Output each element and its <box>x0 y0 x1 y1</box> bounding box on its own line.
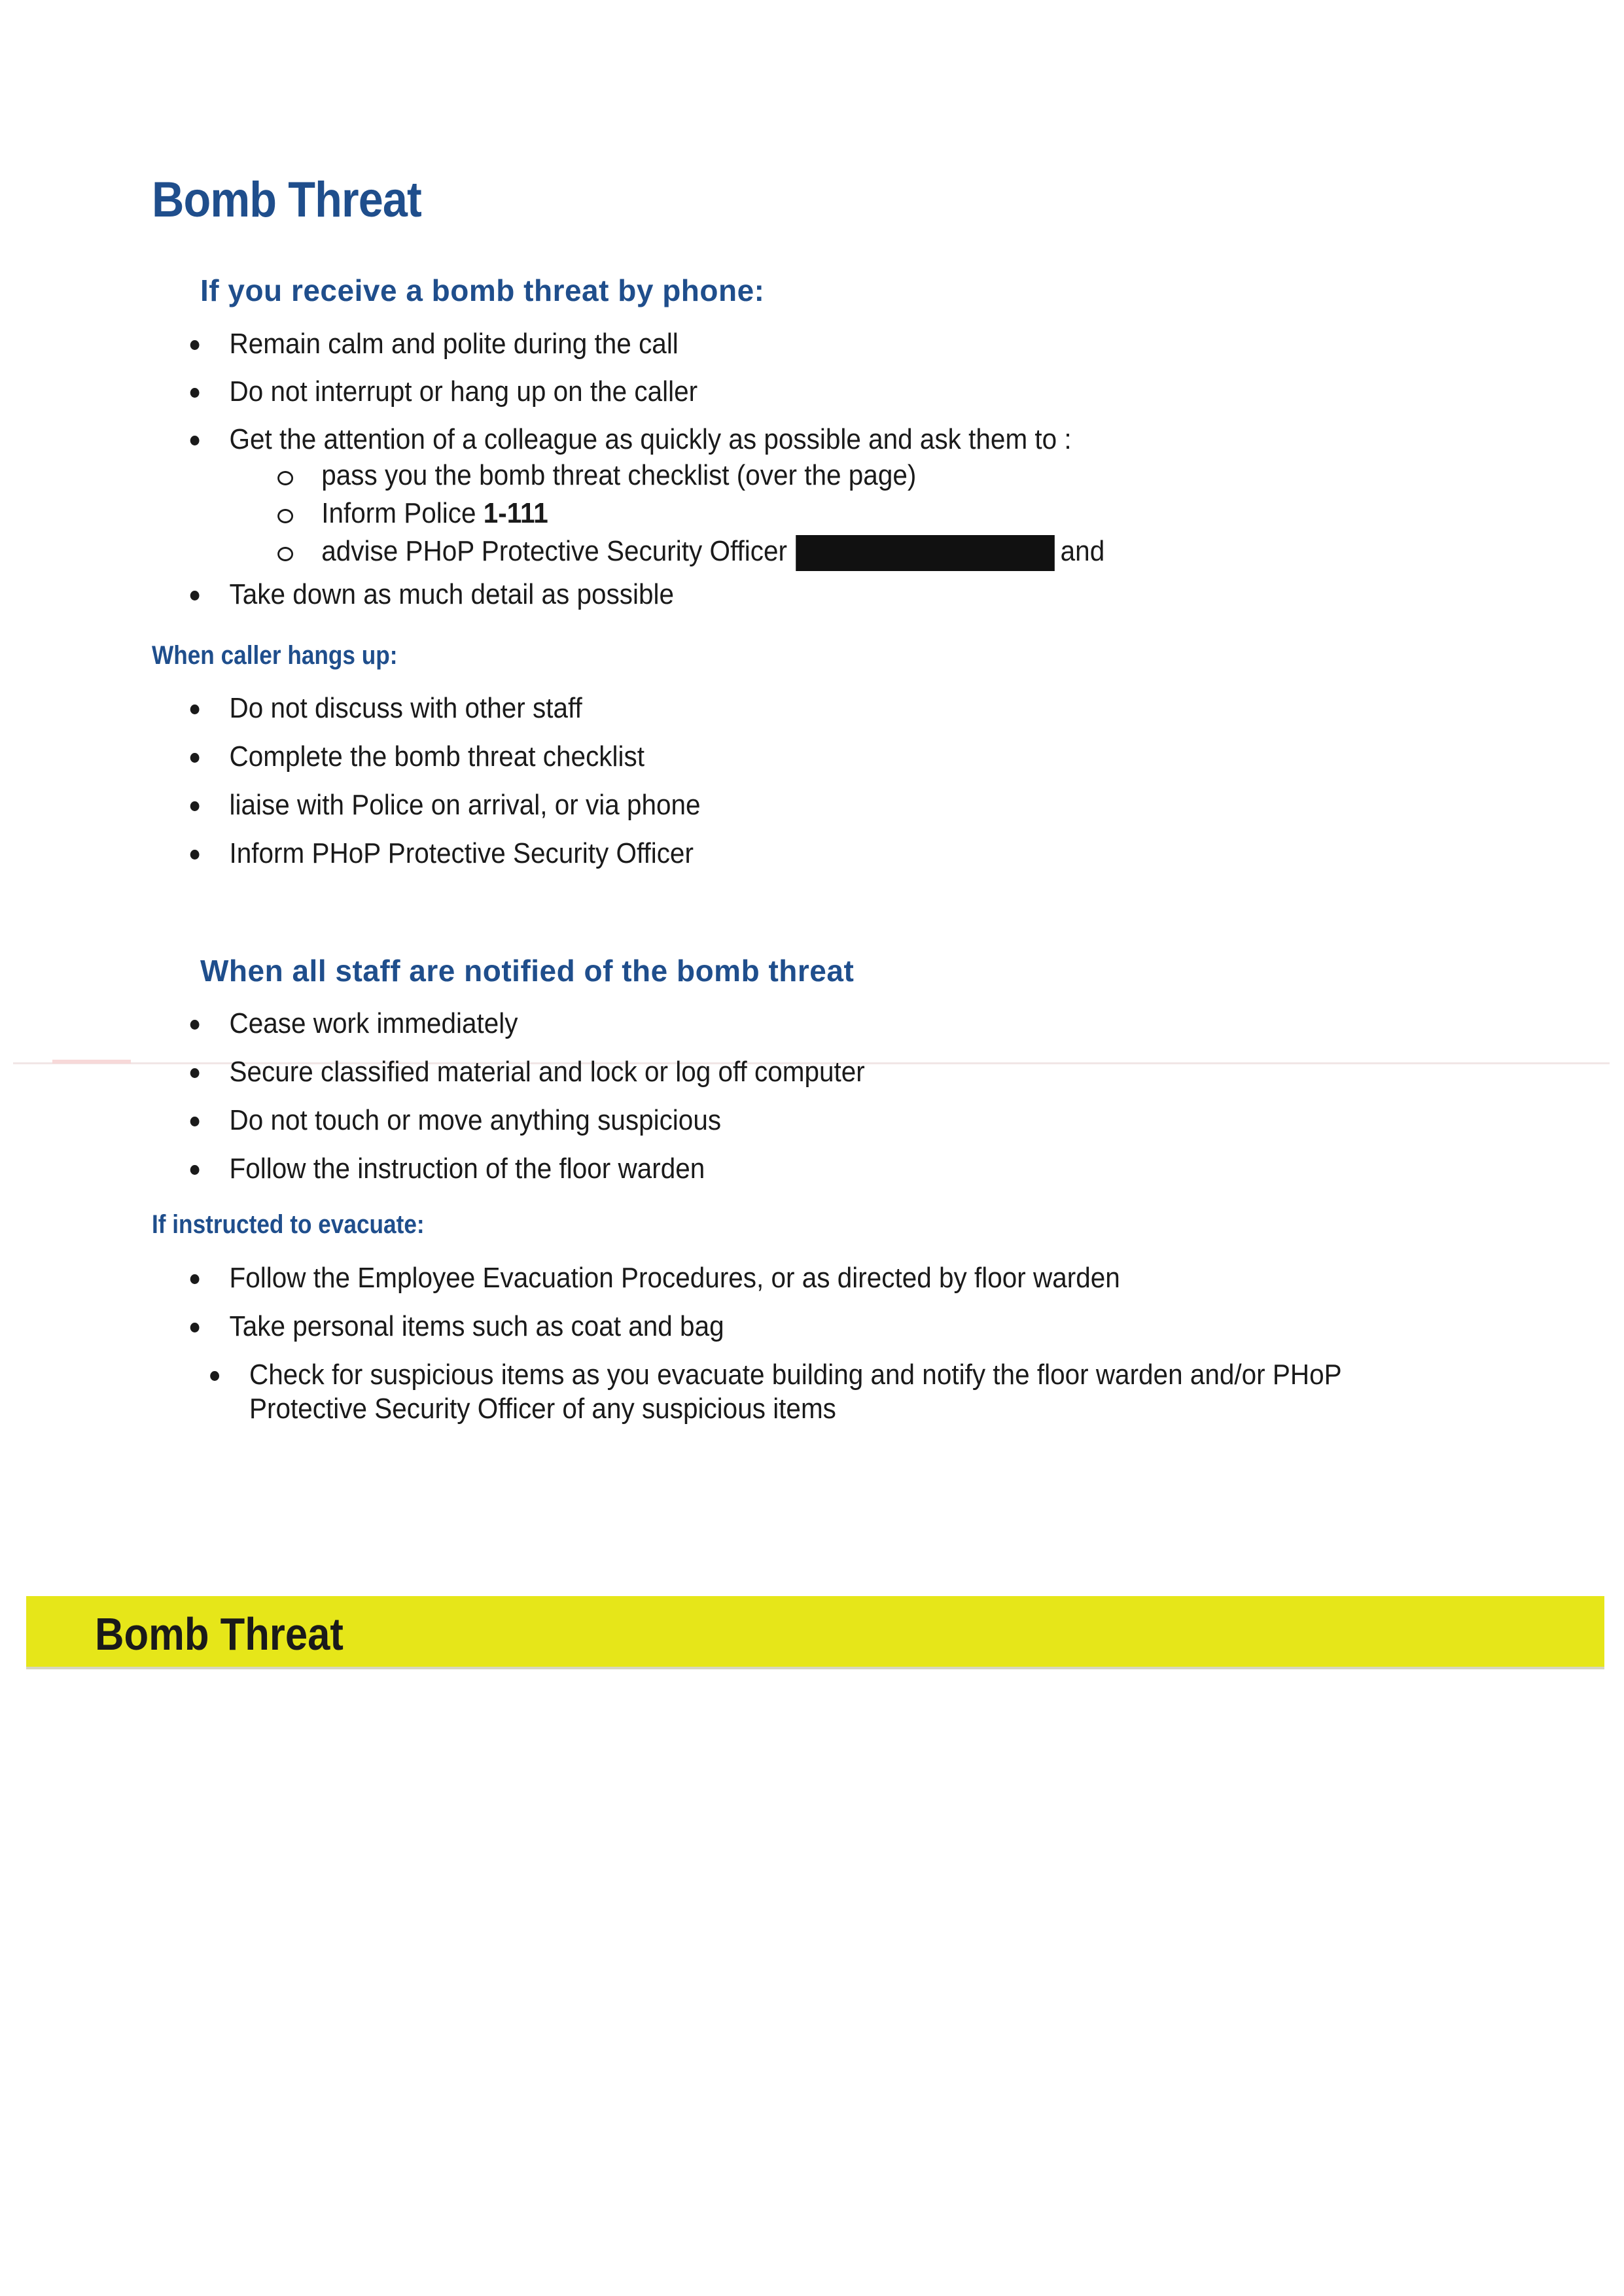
list-item: liaise with Police on arrival, or via phone <box>0 788 701 837</box>
circle-bullet-icon <box>277 547 293 561</box>
list-item: Do not interrupt or hang up on the caller <box>0 375 1104 423</box>
list-item: Do not discuss with other staff <box>0 691 701 740</box>
evacuate-section-list <box>0 1261 1532 1426</box>
banner-title: Bomb Threat <box>95 1609 344 1660</box>
bullet-icon <box>190 436 200 445</box>
bullet-icon <box>190 704 200 714</box>
list-item: Secure classified material and lock or log off computer <box>0 1055 865 1104</box>
sub-list <box>230 457 1105 571</box>
phone-section-list <box>0 327 1201 612</box>
list-item: Get the attention of a colleague as quickly as possible and ask them to : pass you the bomb threat checklist (over the page) Inform Police 1-111 advise PHoP Protective Security Officer and <box>0 423 1104 578</box>
bullet-icon <box>190 1323 200 1332</box>
list-item: Follow the Employee Evacuation Procedures, or as directed by floor warden <box>0 1261 1409 1310</box>
phone-section-heading: If you receive a bomb threat by phone: <box>200 273 765 307</box>
redaction-block <box>796 535 1055 571</box>
bullet-icon <box>190 1117 200 1126</box>
bullet-icon <box>210 1371 219 1381</box>
sub-list-item: pass you the bomb threat checklist (over the page) <box>230 457 1105 495</box>
bullet-icon <box>190 340 200 350</box>
page-title: Bomb Threat <box>152 172 421 228</box>
list-item: Take down as much detail as possible <box>0 578 1104 612</box>
circle-bullet-icon <box>277 471 293 485</box>
notified-section-heading: When all staff are notified of the bomb threat <box>200 954 855 988</box>
bullet-icon <box>190 388 200 398</box>
bullet-icon <box>190 753 200 763</box>
list-item: Take personal items such as coat and bag <box>0 1310 1409 1358</box>
list-item: Inform PHoP Protective Security Officer <box>0 837 701 871</box>
hangup-section-list <box>0 691 762 871</box>
police-number: 1-111 <box>483 497 548 529</box>
bullet-icon <box>190 801 200 811</box>
bullet-icon <box>190 1274 200 1284</box>
bullet-icon <box>190 591 200 600</box>
list-item: Complete the bomb threat checklist <box>0 740 701 788</box>
notified-section-list <box>0 1007 940 1186</box>
circle-bullet-icon <box>277 509 293 523</box>
sub-list-item: advise PHoP Protective Security Officer and <box>230 532 1105 571</box>
bullet-icon <box>190 1165 200 1175</box>
list-item: Follow the instruction of the floor warden <box>0 1152 865 1186</box>
evacuate-section-heading: If instructed to evacuate: <box>152 1210 425 1239</box>
hangup-section-heading: When caller hangs up: <box>152 641 398 670</box>
list-item: Do not touch or move anything suspicious <box>0 1104 865 1152</box>
sub-list-item: Inform Police 1-111 <box>230 495 1105 532</box>
bullet-icon <box>190 850 200 860</box>
list-item: Cease work immediately <box>0 1007 865 1055</box>
list-item: Remain calm and polite during the call <box>0 327 1104 375</box>
section-banner <box>26 1596 1604 1667</box>
bullet-icon <box>190 1068 200 1078</box>
bullet-icon <box>190 1020 200 1030</box>
list-item: Check for suspicious items as you evacuate building and notify the floor warden and/or PHoP Protective Security Officer of any suspicious items <box>249 1358 1429 1426</box>
